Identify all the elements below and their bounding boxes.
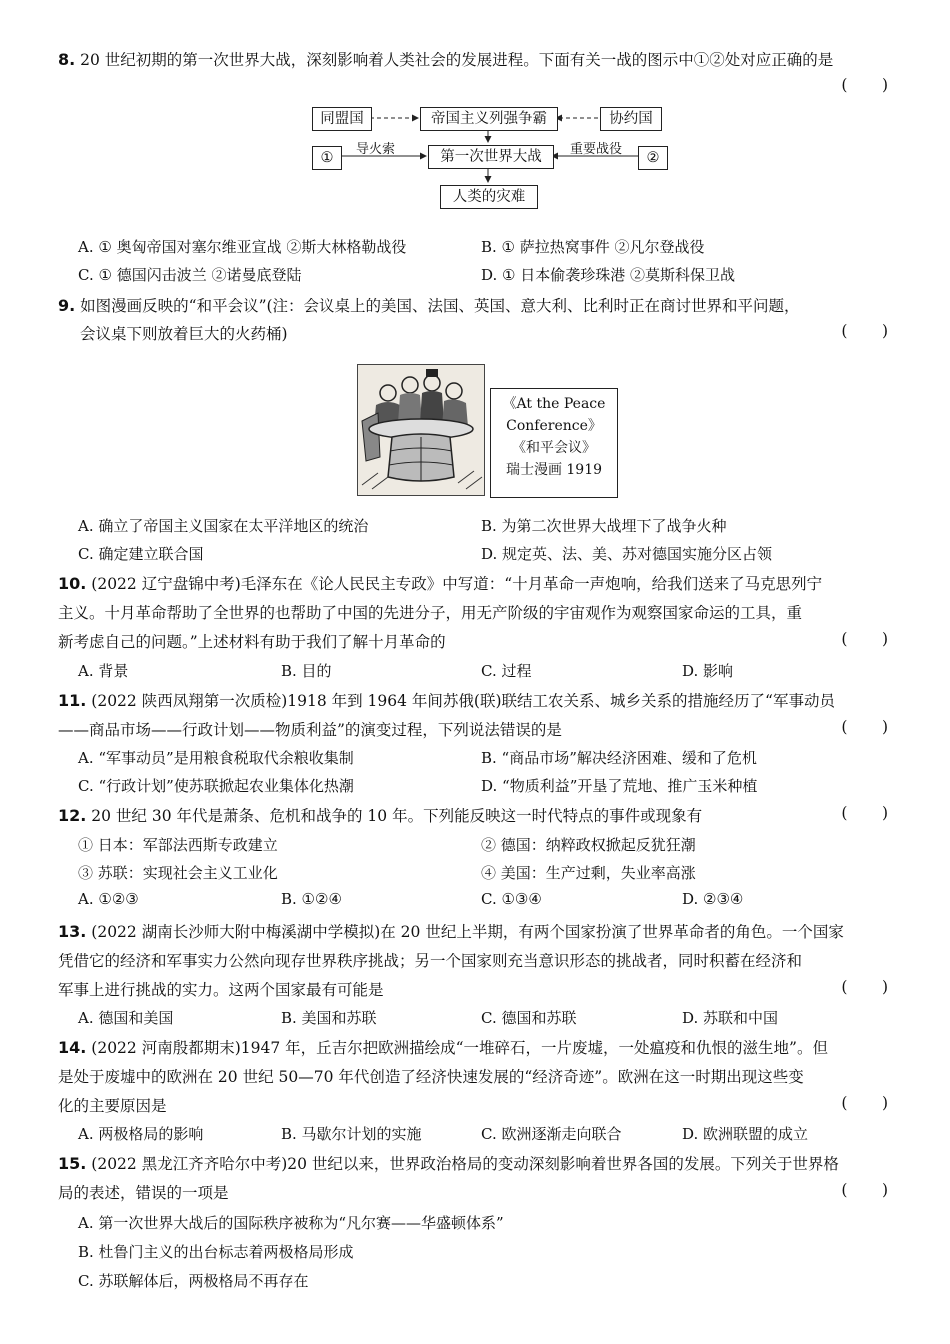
option-b: B. ① 萨拉热窝事件 ②凡尔登战役 bbox=[481, 238, 705, 256]
question-number: 13. bbox=[58, 922, 87, 941]
question-stem-cont: 化的主要原因是 bbox=[58, 1097, 167, 1115]
cartoon-drawing-icon bbox=[358, 365, 484, 495]
question-stem: (2022 河南殷都期末)1947 年，丘吉尔把欧洲描绘成“一堆碎石，一片废墟，一处瘟疫和仇恨的滋生地”。但 bbox=[91, 1039, 828, 1057]
option-c: C. 确定建立联合国 bbox=[78, 545, 204, 563]
option-a: A. 背景 bbox=[78, 662, 129, 680]
caption-line: Conference》 bbox=[506, 418, 602, 434]
question-number: 14. bbox=[58, 1038, 87, 1057]
question-number: 12. bbox=[58, 806, 87, 825]
question-number: 11. bbox=[58, 691, 87, 710]
option-c: C. ①③④ bbox=[481, 890, 542, 908]
question-number: 9. bbox=[58, 296, 76, 315]
caption-line: 瑞士漫画 1919 bbox=[505, 462, 603, 478]
question-stem: (2022 黑龙江齐齐哈尔中考)20 世纪以来，世界政治格局的变动深刻影响着世界各国的发展。下列关于世界格 bbox=[91, 1155, 839, 1173]
option-b: B. “商品市场”解决经济困难、缓和了危机 bbox=[481, 749, 757, 767]
slot-1-box: ① bbox=[312, 146, 342, 170]
statement-1: ① 日本：军部法西斯专政建立 bbox=[78, 836, 278, 854]
option-b: B. ①②④ bbox=[281, 890, 342, 908]
cartoon-caption bbox=[490, 388, 618, 498]
question-number: 10. bbox=[58, 574, 87, 593]
question-10 bbox=[58, 572, 888, 692]
caption-line: 《和平会议》 bbox=[512, 440, 596, 456]
option-b: B. 马歇尔计划的实施 bbox=[281, 1125, 422, 1143]
question-12 bbox=[58, 804, 888, 834]
question-stem: (2022 湖南长沙师大附中梅溪湖中学模拟)在 20 世纪上半期，有两个国家扮演了世界革命者的角色。一个国家 bbox=[91, 923, 844, 941]
option-b: B. 目的 bbox=[281, 662, 332, 680]
question-13 bbox=[58, 920, 888, 1010]
battle-label: 重要战役 bbox=[570, 142, 623, 157]
question-14 bbox=[58, 1036, 888, 1126]
fuse-label: 导火索 bbox=[356, 142, 396, 157]
answer-bracket: ( ) bbox=[841, 1094, 888, 1112]
question-stem: 如图漫画反映的“和平会议”(注：会议桌上的美国、法国、英国、意大利、比利时正在商讨世界和平问题， bbox=[80, 297, 800, 315]
option-c: C. 过程 bbox=[481, 662, 532, 680]
option-c: C. 德国和苏联 bbox=[481, 1009, 577, 1027]
answer-bracket: ( ) bbox=[841, 804, 888, 822]
question-stem-cont: 会议桌下则放着巨大的火药桶) bbox=[80, 325, 288, 343]
option-c: C. ① 德国闪击波兰 ②诺曼底登陆 bbox=[78, 266, 302, 284]
option-b: B. 杜鲁门主义的出台标志着两极格局形成 bbox=[78, 1243, 354, 1261]
option-d: D. 苏联和中国 bbox=[682, 1009, 779, 1027]
world-war-box: 第一次世界大战 bbox=[428, 145, 554, 169]
option-b: B. 为第二次世界大战埋下了战争火种 bbox=[481, 517, 727, 535]
option-a: A. ①②③ bbox=[78, 890, 139, 908]
answer-bracket: ( ) bbox=[841, 978, 888, 996]
option-d: D. “物质利益”开垦了荒地、推广玉米种植 bbox=[481, 777, 758, 795]
entente-box: 协约国 bbox=[600, 107, 662, 131]
question-stem: 20 世纪 30 年代是萧条、危机和战争的 10 年。下列能反映这一时代特点的事件或现象有 bbox=[91, 807, 703, 825]
question-9 bbox=[58, 294, 888, 354]
question-15 bbox=[58, 1152, 888, 1212]
caption-line: 《At the Peace bbox=[502, 396, 606, 412]
option-c: C. “行政计划”使苏联掀起农业集体化热潮 bbox=[78, 777, 354, 795]
question-stem: (2022 辽宁盘锦中考)毛泽东在《论人民民主专政》中写道：“十月革命一声炮响，给我们送来了马克思列宁 bbox=[91, 575, 823, 593]
question-stem-cont: 是处于废墟中的欧洲在 20 世纪 50—70 年代创造了经济快速发展的“经济奇迹”。欧洲在这一时期出现这些变 bbox=[58, 1068, 804, 1086]
statement-3: ③ 苏联：实现社会主义工业化 bbox=[78, 864, 278, 882]
question-stem-cont: 凭借它的经济和军事实力公然向现存世界秩序挑战；另一个国家则充当意识形态的挑战者，同时积蓄在经济和 bbox=[58, 952, 803, 970]
question-stem-cont: 局的表述，错误的一项是 bbox=[58, 1184, 229, 1202]
question-stem: 20 世纪初期的第一次世界大战，深刻影响着人类社会的发展进程。下面有关一战的图示中①②处对应正确的是 bbox=[80, 51, 834, 69]
question-stem-cont: ——商品市场——行政计划——物质利益”的演变过程，下列说法错误的是 bbox=[58, 721, 562, 739]
question-stem-cont: 主义。十月革命帮助了全世界的也帮助了中国的先进分子，用无产阶级的宇宙观作为观察国家命运的工具，重 bbox=[58, 604, 803, 622]
option-d: D. 影响 bbox=[682, 662, 734, 680]
option-b: B. 美国和苏联 bbox=[281, 1009, 377, 1027]
statement-4: ④ 美国：生产过剩，失业率高涨 bbox=[481, 864, 696, 882]
option-a: A. ① 奥匈帝国对塞尔维亚宣战 ②斯大林格勒战役 bbox=[78, 238, 407, 256]
answer-bracket: ( ) bbox=[841, 1181, 888, 1199]
question-stem: (2022 陕西凤翔第一次质检)1918 年到 1964 年间苏俄(联)联结工农关系、城乡关系的措施经历了“军事动员 bbox=[91, 692, 835, 710]
question-number: 8. bbox=[58, 50, 76, 69]
slot-2-box: ② bbox=[638, 146, 668, 170]
option-d: D. 规定英、法、美、苏对德国实施分区占领 bbox=[481, 545, 773, 563]
option-a: A. 两极格局的影响 bbox=[78, 1125, 204, 1143]
option-d: D. ① 日本偷袭珍珠港 ②莫斯科保卫战 bbox=[481, 266, 736, 284]
option-a: A. 确立了帝国主义国家在太平洋地区的统治 bbox=[78, 517, 369, 535]
answer-bracket: ( ) bbox=[841, 718, 888, 736]
option-a: A. “军事动员”是用粮食税取代余粮收集制 bbox=[78, 749, 354, 767]
ww1-diagram bbox=[308, 104, 668, 212]
answer-bracket: ( ) bbox=[841, 630, 888, 648]
question-stem-cont: 新考虑自己的问题。”上述材料有助于我们了解十月革命的 bbox=[58, 633, 446, 651]
option-a: A. 第一次世界大战后的国际秩序被称为“凡尔赛——华盛顿体系” bbox=[78, 1214, 504, 1232]
option-a: A. 德国和美国 bbox=[78, 1009, 174, 1027]
imperial-rivalry-box: 帝国主义列强争霸 bbox=[420, 107, 558, 131]
alliance-box: 同盟国 bbox=[312, 107, 372, 131]
disaster-box: 人类的灾难 bbox=[440, 185, 538, 209]
statement-2: ② 德国：纳粹政权掀起反犹狂潮 bbox=[481, 836, 696, 854]
answer-bracket: ( ) bbox=[841, 76, 888, 94]
option-c: C. 苏联解体后，两极格局不再存在 bbox=[78, 1272, 309, 1290]
question-number: 15. bbox=[58, 1154, 87, 1173]
answer-bracket: ( ) bbox=[841, 322, 888, 340]
option-c: C. 欧洲逐渐走向联合 bbox=[481, 1125, 622, 1143]
peace-conference-cartoon bbox=[357, 364, 485, 496]
question-11 bbox=[58, 689, 888, 749]
option-d: D. ②③④ bbox=[682, 890, 744, 908]
option-d: D. 欧洲联盟的成立 bbox=[682, 1125, 809, 1143]
question-stem-cont: 军事上进行挑战的实力。这两个国家最有可能是 bbox=[58, 981, 384, 999]
